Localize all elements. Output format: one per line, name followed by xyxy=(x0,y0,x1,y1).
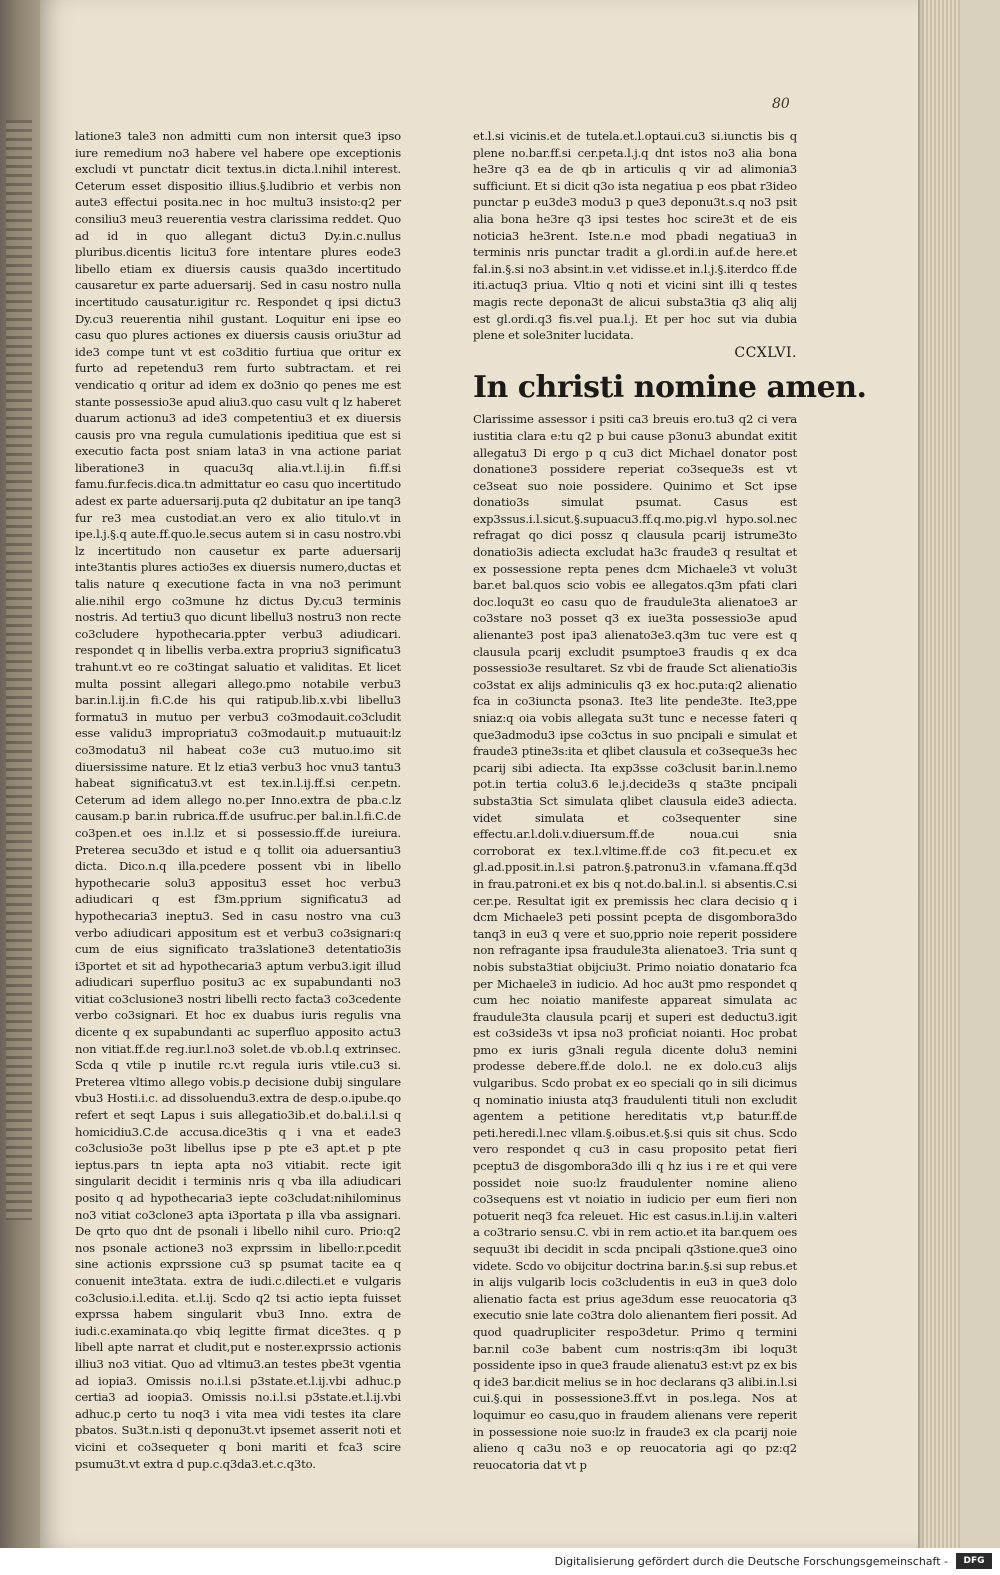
page-stack-edge xyxy=(918,0,960,1548)
rubric-heading: In christi nomine amen. xyxy=(473,370,867,406)
facing-page-edge xyxy=(6,120,32,1220)
text-column-left xyxy=(75,128,401,1472)
digitization-credit: Digitalisierung gefördert durch die Deutsche Forschungsgemeinschaft - xyxy=(554,1555,948,1568)
chapter-number: CCXLVI. xyxy=(734,344,797,361)
left-column-text: latione3 tale3 non admitti cum non intersit que3 ipso iure remedium no3 habere vel habere ope exceptionis excludi vt punctatr dicit textus.in dicta.l.nihil interest. Ceterum esset dispositio illius.§.ludibrio et verbis non aute3 effectui posita.nec in hoc multu3 insisto:q2 per consiliu3 meu3 reuerentia vestra clarissima reddet. Quo ad id in quo allegant dictu3 Dy.in.c.nullus pluribus.dicentis licitu3 fore intentare plures eode3 libello etiam ex diuersis causis qua3do incertitudo causaretur ex parte aduersarij. Sed in casu nostro nulla incertitudo causatur.igitur rc. Respondet q ipsi dictu3 Dy.cu3 reuerentia nihil gustant. Loquitur eni ipse eo casu quo plures actiones ex diuersis causis oriu3tur ad ide3 compe tunt vt est co3ditio furtiua que oritur ex furto ad repetendu3 rem furto subtractam. et rei vendicatio q oritur ad idem ex do3nio qo penes me est stante possessio3e apud aliu3.quo casu vult q lz haberet duarum actionu3 ad ide3 competentiu3 et ex diuersis causis pro vna regula cumulationis ipeditiua que est si executio facta post sniam lata3 in vna actione pariat liberatione3 in quacu3q alia.vt.l.ij.in fi.ff.si famu.fur.fecis.dica.tn admittatur eo casu quo incertitudo adest ex parte aduersarij.puta q2 dubitatur an ipe tanq3 fur re3 mea custodiat.an vero ex alio titulo.vt in ipe.l.j.§.q aute.ff.quo.le.secus autem si in casu nostro.vbi lz incertitudo non causetur ex parte aduersarij inte3tantis plures actio3es ex diuersis numero,ductas et talis nature q executione facta in vna no3 perimunt alie.nihil ergo co3mune hz dictus Dy.cu3 terminis nostris. Ad tertiu3 quo dicunt libellu3 nostru3 non recte co3cludere hypothecaria.ppter verbu3 adiudicari. respondet q in libellis verba.extra propriu3 significatu3 trahunt.vt eo re co3tingat saluatio et validitas. Et licet multa possint allegari allego.pmo notabile verbu3 bar.in.l.ij.in fi.C.de his qui ratipub.lib.x.vbi libellu3 formatu3 in mutuo per verbu3 co3modauit.co3cludit esse validu3 impropriatu3 co3modauit.p mutuauit:lz co3modatu3 nil habeat co3e cu3 mutuo.imo sit diuersissime nature. Et lz etia3 verbu3 hoc vnu3 tantu3 habeat significatu3.vt est tex.in.l.ij.ff.si cer.petn. Ceterum ad idem allego no.per Inno.extra de pba.c.lz causam.p bar.in rubrica.ff.de usufruc.per bal.in.l.fi.C.de co3pen.et oes in.l.lz et si possessio.ff.de iureiura. Preterea secu3do et istud e q tollit oia aduersantiu3 dicta. Dico.n.q illa.pcedere possent vbi in libello hypothecarie solu3 appositu3 esset hoc verbu3 adiudicari q est f3m.pprium significatu3 ad hypothecaria3 ineptu3. Sed in casu nostro vna cu3 verbo adiudicari appositum est et verbu3 co3signari:q cum de eius significato tra3slatione3 detentatio3is i3portet et sit ad hypothecaria3 aptum verbu3.igit illud adiudicari superfluo positu3 ac ex supabundanti no3 vitiat co3clusione3 nostri libelli recto facta3 co3cedente verbo co3signari. Et hoc ex duabus iuris regulis vna dicente q ex supabundanti ac superfluo apposito actu3 non vitiat.ff.de reg.iur.l.no3 solet.de vb.ob.l.q extrinsec. Scda q vtile p inutile rc.vt regula iuris vtile.cu3 si. Preterea vltimo allego vobis.p decisione dubij singulare vbu3 Hosti.i.c. ad dissoluendu3.extra de desp.o.ipube.qo refert et seqt Lapus i suis allegatio3ib.et do.bal.i.l.si q homicidiu3.C.de accusa.dice3tis q i vna et eade3 co3clusio3e po3t libellus ipse p pte e3 apt.et p pte ieptus.pars tn iepta apta no3 vitiabit. recte igit singularit decidit i terminis nris q vba illa adiudicari posito q ad hypothecaria3 iepte co3cludat:nihilominus no3 vitiat co3clone3 apta i3portata p illa vba assignari. De qrto quo dnt de psonali i libello nihil curo. Prio:q2 nos psonale actione3 no3 exprssim in libello:r.pcedit sine actionis exprssione cu3 sp psumat tacite ea q conuenit inte3tata. extra de iudi.c.dilecti.et e vulgaris co3clusio.i.l.edita. et.l.ij. Scdo q2 tsi actio iepta fuisset exprssa habem singularit vbu3 Inno. extra de iudi.c.examinata.qo vbiq legitte firmat dice3tes. q p libell apte narrat et cludit,put e noster.exprssio actionis illiu3 no3 vitiat. Quo ad vltimu3.an testes pbe3t vgentia ad iopia3. Omissis no.i.l.si p3state.et.l.ij.vbi adhuc.p certia3 ad ioopia3. Omissis no.i.l.si p3state.et.l.ij.vbi adhuc.p certo tu noq3 i vita mea vidi testes ita clare pbatos. Su3t.n.isti q deponu3t.vt ipsemet asserit noti et vicini et co3sequeter q boni mariti et fca3 scire psumu3t.vt extra d pup.c.q3da3.et.c.q3to. xyxy=(75,129,401,1471)
folio-number: 80 xyxy=(772,96,790,112)
book-binding-left xyxy=(0,0,42,1575)
right-column-top-text: et.l.si vicinis.et de tutela.et.l.optaui.cu3 si.iunctis bis q plene no.bar.ff.si cer.peta.l.j.q dnt istos no3 alia bona he3re q3 ea de qb in articulis q vir ad alimonia3 sufficiunt. Et si dicit q3o ista negatiua p eos pbat r3ideo punctar p eu3de3 modu3 p que3 deponu3t.s.q no3 psit alia bona he3re q3 ipsi testes hoc scire3t et de eis noticia3 he3rent. Iste.n.e mod pbadi negatiua3 in terminis nris punctar tradit a gl.ordi.in auf.de here.et fal.in.§.si no3 absint.in v.et vidisse.et in.l.j.§.iterdco ff.de iti.actuq3 priua. Vltio q noti et vicini sint illi q testes magis recte depona3t de alicui substa3tia q3 aliq alij est gl.ordi.q3 fis.vel pua.l.j. Et per hoc sut via dubia plene et sole3niter lucidata. xyxy=(473,129,797,343)
text-column-right xyxy=(473,128,867,1473)
dfg-logo: DFG xyxy=(956,1553,992,1569)
right-column-body-text: Clarissime assessor i psiti ca3 breuis ero.tu3 q2 ci vera iustitia clara e:tu q2 p bui cause p3onu3 abundat exitit allegatu3 Di ergo p q cu3 dict Michael donator post donatione3 possidere reperiat co3seque3s est vt ce3seat suo noie possidere. Quinimo et Sct ipse donatio3s simulat psumat. Casus est exp3ssus.i.l.sicut.§.supuacu3.ff.q.mo.pig.vl hypo.sol.nec refragat qo dici possz q clausula pcarij istrume3to donatio3is adiecta excludat ha3c fraude3 q resultat et ex possessione repta penes dcm Michaele3 vt volu3t bar.et bal.quos scio vobis ee allegatos.q3m pfati clari doc.loqu3t eo casu quo de fraudule3ta alienatoe3 ar co3stare no3 posset q3 ex iue3ta possessio3e apud alienante3 post ipa3 alienato3e3.q3m tuc vere est q clausula pcarij excludit psumptoe3 fraudis q ex dca possessio3e resultaret. Sz vbi de fraude Sct alienatio3is co3stat ex alijs adminiculis q3 ex hoc.puta:q2 alienatio fca in co3iuncta psona3. Ite3 lite pende3te. Ite3,ppe sniaz:q oia vobis allegata su3t tunc e necesse fateri q que3admodu3 ipse co3ctus in suo pncipali e simulat et fraude3 ptine3s:ita et qlibet clausula et co3seque3s hec pcarij sibi adiecta. Ita exp3sse co3clusit bar.in.l.nemo pot.in tertia colu3.6 le.j.decide3s q sta3te pncipali substa3tia Sct simulata qlibet clausula eide3 adiecta. videt simulata et co3sequenter sine effectu.ar.l.doli.v.diuersum.ff.de noua.cui snia corroborat ex tex.l.vltime.ff.de co3 fit.pecu.et ex gl.ad.pposit.in.l.si patron.§.patronu3.in v.famana.ff.q3d in frau.patroni.et ex bis q not.do.bal.in.l. si absentis.C.si cer.pe. Resultat igit ex premissis hec clara decisio q i dcm Michaele3 peti possint pcepta de disgombora3do tanq3 in eu3 q vere et suo,pprio noie reperit possidere non refragante ipsa fraudule3ta alienatoe3. Tria sunt q nobis substa3tiat obijciu3t. Primo noiatio donatario fca per Michaele3 in iudicio. Ad hoc au3t pmo respondet q cum hec noiatio manifeste appareat simulata ac fraudule3ta clausula pcarij et superi est deductu3.igit est co3side3s vt ipsa no3 proficiat noianti. Hoc probat pmo ex iuris g3nali regula dicente dolu3 nemini prodesse debere.ff.de dolo.l. ne ex dolo.cu3 alijs vulgaribus. Scdo probat ex eo speciali qo in sili dicimus q nominatio iniusta atq3 fraudulenti tituli non excludit agentem a petitione hereditatis vt,p batur.ff.de peti.heredi.l.nec vllam.§.oibus.et.§.si quis sit chus. Scdo vero respondet q cu3 in casu proposito petat fieri pceptu3 de disgombora3do illi q hz ius i re et qui vere possidet noie suo:lz fraudulenter nomine alieno co3sequens est vt noiatio in iudicio per eum fieri non potuerit neq3 fca releuet. Hic est casus.in.l.ij.in v.alteri a co3trario sensu.C. vbi in rem actio.et ita bar.quem oes sequu3t ibi decidit in scda pncipali q3stione.que3 oino videte. Scdo vo obijcitur doctrina bar.in.§.si sup rebus.et in alijs vulgarib locis co3cludentis in eu3 in que3 dolo alienatio facta est prius age3dum esse reuocatoria q3 executio snie late co3tra dolo alienantem fieri possit. Ad quod quadrupliciter respo3detur. Primo q termini bar.nil co3e babent cum nostris:q3m ibi loqu3t possidente ipso in que3 fraude alienatu3 est:vt pz ex bis q ide3 bar.dicit melius se in hoc declarans q3 alibi.in.l.si cui.§.qui in possessione3.ff.vt in pos.lega. Nos at loquimur eo casu,quo in fraudem alienans vere reperit in possessione noie suo:lz in fraude3 ex cla pcarij noie alieno q ca3u no3 e op reuocatoria agi qo pz:q2 reuocatoria dat vt p xyxy=(473,412,797,1472)
